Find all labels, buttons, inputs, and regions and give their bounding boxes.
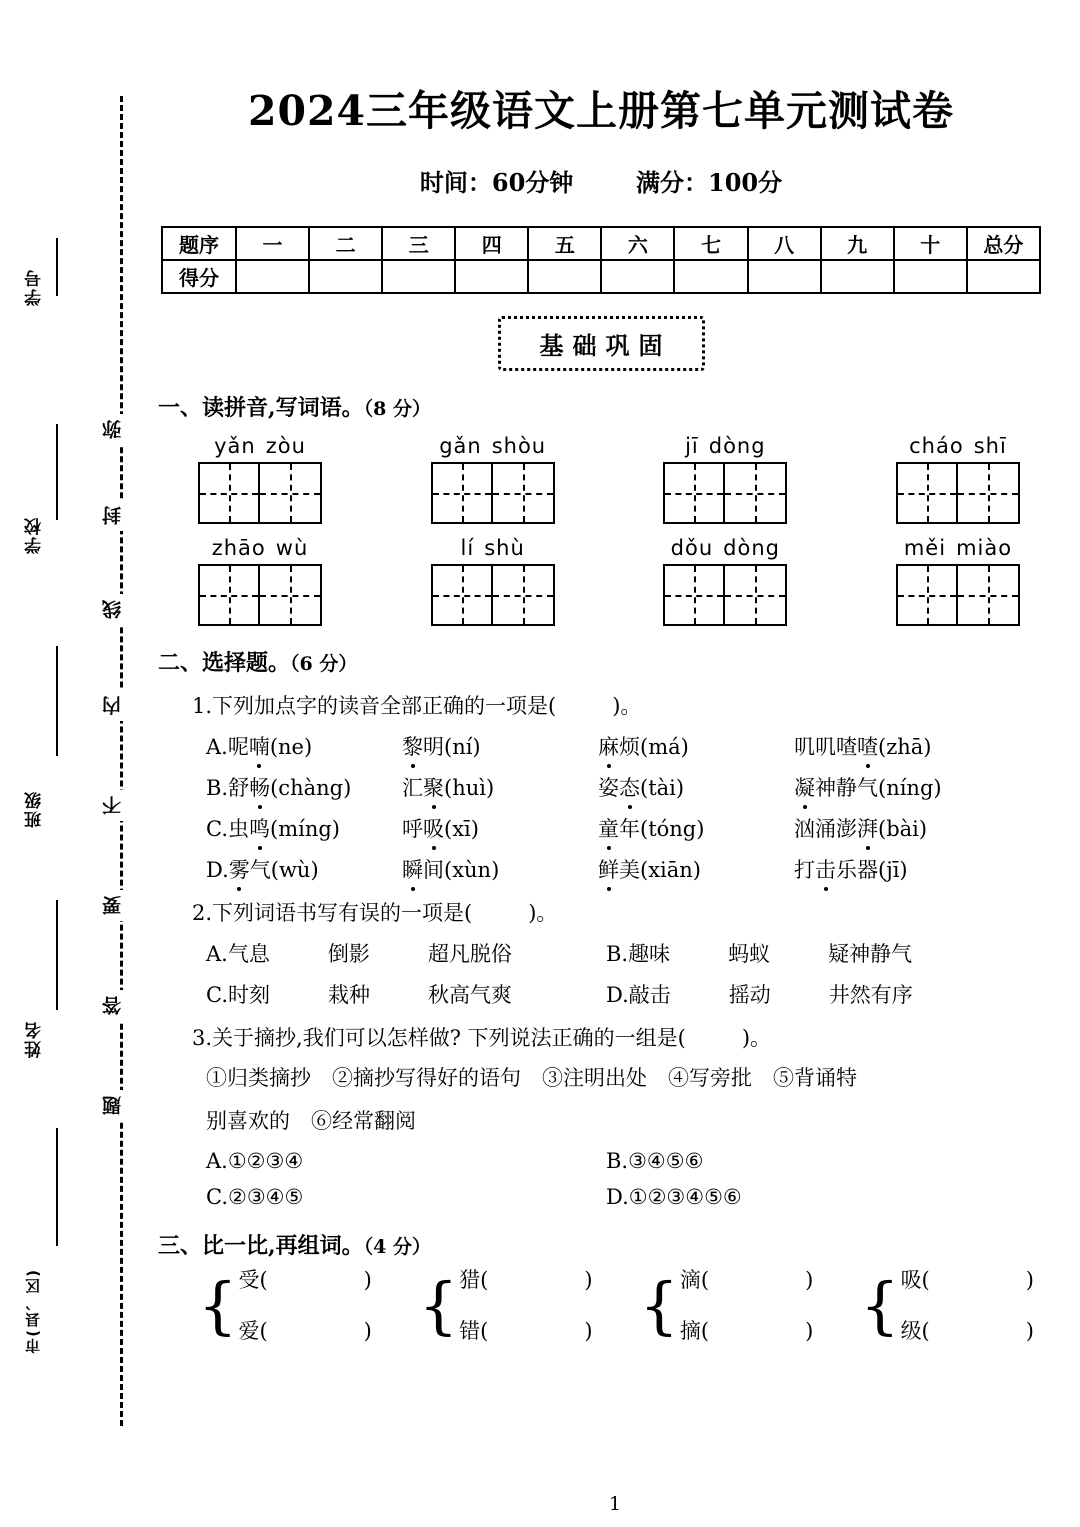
question-3-stem	[158, 1022, 1044, 1052]
seal-char-8: 题	[104, 1090, 140, 1121]
tianzige-cell[interactable]	[663, 462, 725, 524]
word-pair-row	[158, 1270, 1044, 1342]
word-slot[interactable]: 摘( )	[679, 1319, 814, 1343]
word-slot[interactable]: 爱( )	[238, 1319, 372, 1343]
question-2-options-row-1[interactable]	[158, 938, 1044, 968]
dotted-char: 凝	[794, 772, 815, 802]
margin-rule	[56, 1128, 58, 1246]
score-col-3: 三	[382, 227, 455, 260]
section-badge-wrap	[158, 316, 1044, 371]
option-cell: B.舒畅(chàng)	[206, 772, 402, 802]
option-cell: 凝神静气(níng)	[794, 772, 1034, 802]
dotted-char: 聚	[423, 772, 444, 802]
option-cell: A.呢喃(ne)	[206, 731, 402, 761]
word-pair-words	[238, 1270, 371, 1342]
pinyin-item	[431, 434, 555, 524]
dotted-char: 童	[598, 813, 619, 843]
pinyin-label: lí shù	[460, 536, 525, 560]
tianzige-cell[interactable]	[198, 462, 260, 524]
tianzige-pair	[663, 564, 787, 626]
score-table-row-label: 题序	[162, 227, 236, 260]
pinyin-item	[663, 536, 787, 626]
section-two-title: 二、选择题。	[158, 650, 291, 676]
section-two-heading	[158, 646, 1044, 677]
word-slot[interactable]: 级( )	[900, 1319, 1034, 1343]
option-cell: A.气息 倒影 超凡脱俗	[206, 942, 512, 966]
margin-rule	[56, 424, 58, 520]
score-cell[interactable]	[528, 260, 601, 293]
dotted-char: 喃	[249, 731, 270, 761]
pinyin-label: dǒu dòng	[670, 536, 780, 560]
dotted-char: 吸	[423, 813, 444, 843]
seal-dashed-line	[120, 96, 123, 1426]
dotted-char: 击	[815, 854, 836, 884]
question-3-options-row-1[interactable]	[158, 1149, 1044, 1173]
seal-char-6: 要	[104, 890, 140, 921]
score-table-row-label: 得分	[162, 260, 236, 293]
pinyin-row-1	[158, 434, 1044, 524]
score-cell[interactable]	[236, 260, 309, 293]
dotted-char: 鲜	[598, 854, 619, 884]
pinyin-label: zhāo wù	[211, 536, 309, 560]
question-3-items-line-1: ①归类摘抄 ②摘抄写得好的语句 ③注明出处 ④写旁批 ⑤背诵特	[206, 1066, 857, 1090]
score-cell[interactable]	[674, 260, 747, 293]
option-cell: D.敲击 摇动 井然有序	[606, 983, 913, 1007]
section-two-points: （6 分）	[290, 653, 358, 675]
tianzige-cell[interactable]	[260, 462, 322, 524]
dotted-char: 态	[619, 772, 640, 802]
option-cell: 呼吸(xī)	[402, 813, 598, 843]
question-3-suffix: )。	[741, 1026, 772, 1050]
pinyin-label: měi miào	[903, 536, 1013, 560]
margin-label-class: 班级	[25, 790, 45, 828]
tianzige-cell[interactable]	[198, 564, 260, 626]
tianzige-cell[interactable]	[896, 462, 958, 524]
brace-icon: {	[639, 1268, 679, 1342]
tianzige-cell[interactable]	[958, 462, 1020, 524]
exam-meta	[158, 163, 1044, 198]
score-col-7: 七	[674, 227, 747, 260]
pinyin-row-2	[158, 536, 1044, 626]
word-pair-words	[680, 1270, 813, 1342]
dotted-char: 畅	[249, 772, 270, 802]
score-col-9: 九	[821, 227, 894, 260]
option-cell: D.雾气(wù)	[206, 854, 402, 884]
dotted-char: 麻	[598, 731, 619, 761]
question-2-stem	[158, 897, 1044, 927]
option-cell: B.③④⑤⑥	[606, 1149, 704, 1173]
tianzige-pair	[198, 462, 322, 524]
word-slot[interactable]: 吸( )	[900, 1268, 1034, 1292]
pinyin-item	[431, 536, 555, 626]
score-cell[interactable]	[309, 260, 382, 293]
margin-label-name: 姓名	[25, 1020, 45, 1058]
option-cell: 黎明(ní)	[402, 731, 598, 761]
score-col-5: 五	[528, 227, 601, 260]
section-one-points: （8 分）	[363, 398, 432, 420]
option-cell: 打击乐器(jī)	[794, 854, 1034, 884]
score-col-4: 四	[455, 227, 528, 260]
score-col-2: 二	[309, 227, 382, 260]
word-slot[interactable]: 滴( )	[679, 1268, 814, 1292]
tianzige-cell[interactable]	[725, 462, 787, 524]
score-cell[interactable]	[601, 260, 674, 293]
score-cell[interactable]	[455, 260, 528, 293]
margin-label-city: 市(县、区)	[24, 1268, 42, 1354]
tianzige-pair	[431, 564, 555, 626]
brace-icon: {	[860, 1268, 900, 1342]
question-2-suffix: )。	[528, 901, 558, 925]
pinyin-label: jī dòng	[685, 434, 766, 458]
question-1-option-c[interactable]	[158, 813, 1044, 843]
dotted-char: 瞬	[402, 854, 423, 884]
option-cell: 叽叽喳喳(zhā)	[794, 731, 1034, 761]
question-3-text: 3.关于摘抄,我们可以怎样做? 下列说法正确的一组是(	[192, 1026, 686, 1050]
score-col-total: 总分	[967, 227, 1040, 260]
word-pair-group	[419, 1270, 593, 1342]
question-1-option-b[interactable]	[158, 772, 1044, 802]
dotted-char: 喳	[857, 731, 878, 761]
option-cell: A.①②③④	[206, 1149, 304, 1173]
tianzige-cell[interactable]	[663, 564, 725, 626]
question-3-items-line-2: 别喜欢的 ⑥经常翻阅	[206, 1108, 416, 1133]
option-cell: 童年(tóng)	[598, 813, 794, 843]
score-col-8: 八	[748, 227, 821, 260]
pinyin-label: gǎn shòu	[439, 434, 547, 458]
word-pair-group	[639, 1270, 813, 1342]
score-cell[interactable]	[821, 260, 894, 293]
section-three-title: 三、比一比,再组词。	[158, 1233, 364, 1259]
word-pair-words	[901, 1270, 1034, 1342]
word-slot[interactable]: 错( )	[459, 1319, 593, 1343]
seal-char-7: 答	[104, 990, 140, 1021]
section-three-points: （4 分）	[363, 1236, 432, 1258]
seal-char-4: 内	[104, 690, 140, 721]
margin-rule	[56, 646, 58, 756]
page-title: 2024三年级语文上册第七单元测试卷	[247, 87, 955, 135]
tianzige-cell[interactable]	[431, 462, 493, 524]
brace-icon: {	[418, 1268, 459, 1342]
tianzige-pair	[896, 462, 1020, 524]
question-1-stem	[158, 690, 1044, 720]
option-cell: D.①②③④⑤⑥	[606, 1185, 742, 1209]
section-badge-basics: 基础巩固	[498, 316, 705, 371]
tianzige-pair	[663, 462, 787, 524]
option-cell: 瞬间(xùn)	[402, 854, 598, 884]
dotted-char: 黎	[402, 731, 423, 761]
option-cell: 姿态(tài)	[598, 772, 794, 802]
tianzige-cell[interactable]	[431, 564, 493, 626]
section-one-heading	[158, 391, 1044, 422]
option-cell: B.趣味 蚂蚁 疑神静气	[606, 942, 913, 966]
tianzige-cell[interactable]	[493, 462, 555, 524]
tianzige-cell[interactable]	[896, 564, 958, 626]
pinyin-item	[896, 536, 1020, 626]
section-three-heading	[158, 1229, 1044, 1260]
score-cell[interactable]	[748, 260, 821, 293]
score-cell[interactable]	[967, 260, 1040, 293]
seal-char-2: 封	[104, 500, 140, 531]
word-slot[interactable]: 猎( )	[459, 1268, 593, 1292]
tianzige-cell[interactable]	[725, 564, 787, 626]
total-points: 满分：100分	[636, 168, 783, 197]
margin-rule	[56, 900, 58, 1010]
seal-char-5: 不	[104, 790, 140, 821]
tianzige-pair	[896, 564, 1020, 626]
pinyin-item	[663, 434, 787, 524]
question-2-text: 2.下列词语书写有误的一项是(	[192, 901, 473, 925]
pinyin-label: cháo shī	[909, 434, 1007, 458]
pinyin-item	[896, 434, 1020, 524]
pinyin-item	[198, 536, 322, 626]
section-one-title: 一、读拼音,写词语。	[158, 395, 364, 421]
option-cell: 鲜美(xiān)	[598, 854, 794, 884]
pinyin-label: yǎn zòu	[214, 434, 306, 458]
margin-label-school: 学校	[25, 516, 45, 554]
option-cell: C.时刻 栽种 秋高气爽	[206, 983, 512, 1007]
score-cell[interactable]	[894, 260, 967, 293]
exam-paper	[150, 0, 1080, 1527]
brace-icon: {	[198, 1268, 238, 1342]
tianzige-cell[interactable]	[493, 564, 555, 626]
seal-char-1: 弥	[104, 414, 140, 445]
tianzige-cell[interactable]	[260, 564, 322, 626]
tianzige-cell[interactable]	[958, 564, 1020, 626]
word-pair-group	[860, 1270, 1034, 1342]
pinyin-item	[198, 434, 322, 524]
score-table	[161, 226, 1041, 294]
question-1-suffix: )。	[612, 694, 642, 718]
table-row-scores	[162, 260, 1040, 293]
dotted-char: 雾	[229, 854, 250, 884]
option-cell: 汇聚(huì)	[402, 772, 598, 802]
question-1-option-a[interactable]	[158, 731, 1044, 761]
word-pair-group	[198, 1270, 372, 1342]
tianzige-pair	[431, 462, 555, 524]
score-col-1: 一	[236, 227, 309, 260]
option-cell: 汹涌澎湃(bài)	[794, 813, 1034, 843]
margin-label-student-id: 学号	[25, 268, 45, 306]
dotted-char: 鸣	[249, 813, 270, 843]
question-2-options-row-2[interactable]	[158, 979, 1044, 1009]
option-cell: 麻烦(má)	[598, 731, 794, 761]
score-cell[interactable]	[382, 260, 455, 293]
table-row-header	[162, 227, 1040, 260]
option-cell: C.②③④⑤	[206, 1185, 304, 1209]
time-limit: 时间：60分钟	[419, 168, 574, 197]
page-number: 1	[608, 1493, 622, 1515]
score-col-6: 六	[601, 227, 674, 260]
seal-margin	[0, 0, 150, 1527]
score-col-10: 十	[894, 227, 967, 260]
question-3-options-row-2[interactable]	[158, 1185, 1044, 1209]
question-1-text: 1.下列加点字的读音全部正确的一项是(	[192, 694, 557, 718]
word-pair-words	[459, 1270, 592, 1342]
dotted-char: 湃	[857, 813, 878, 843]
question-1-option-d[interactable]	[158, 854, 1044, 884]
seal-char-3: 线	[104, 594, 140, 625]
option-cell: C.虫鸣(míng)	[206, 813, 402, 843]
tianzige-pair	[198, 564, 322, 626]
word-slot[interactable]: 受( )	[238, 1268, 372, 1292]
